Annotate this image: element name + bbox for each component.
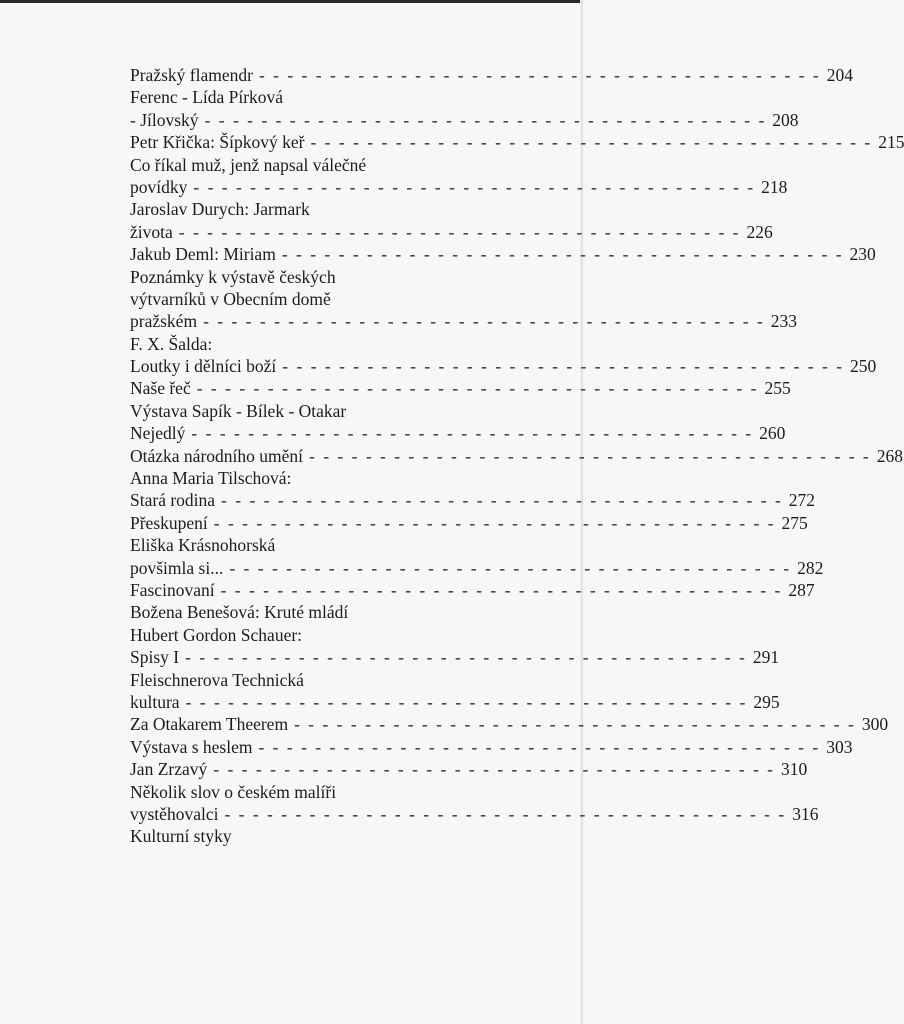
- toc-page-number: 291: [752, 647, 780, 668]
- toc-entry: [130, 64, 853, 86]
- toc-entry-title: Výstava Sapík - Bílek - Otakar: [130, 400, 347, 421]
- toc-entry-title: povšimla si...: [130, 557, 224, 578]
- toc-entry: [130, 176, 788, 198]
- toc-entry: [130, 557, 824, 579]
- toc-page-number: 303: [826, 736, 853, 757]
- toc-entry-title: Stará rodina: [130, 490, 216, 511]
- toc-entry: [130, 691, 780, 713]
- toc-entry-title: Ferenc - Lída Pírková: [130, 87, 284, 108]
- toc-page-number: 218: [761, 176, 788, 197]
- toc-entry-title: Nejedlý: [130, 423, 186, 444]
- toc-entry: [130, 288, 400, 310]
- toc-page-number: 260: [759, 423, 786, 444]
- toc-page-number: 300: [861, 714, 889, 735]
- toc-entry-title: Fascinovaní: [130, 579, 215, 600]
- toc-page-number: 275: [781, 512, 808, 533]
- toc-entry-title: života: [130, 221, 173, 242]
- toc-entry: [130, 467, 400, 489]
- toc-entry-title: Výstava s heslem: [130, 736, 253, 757]
- toc-page-number: 208: [772, 109, 799, 130]
- dash-leader: - - - - - - - - - - - - - - - - - - - - - - - - - - - - - - - - - - - - - - - -: [229, 557, 792, 578]
- toc-entry-title: Několik slov o českém malíři: [130, 781, 337, 802]
- toc-page-number: 295: [753, 691, 780, 712]
- dash-leader: - - - - - - - - - - - - - - - - - - - - - - - - - - - - - - - - - - - - - - - -: [281, 244, 844, 265]
- toc-page-number: 316: [792, 803, 819, 824]
- table-of-contents: [130, 64, 904, 848]
- dash-leader: - - - - - - - - - - - - - - - - - - - - - - - - - - - - - - - - - - - - - - - -: [221, 490, 783, 511]
- toc-entry: [130, 377, 791, 399]
- top-edge: [0, 0, 583, 3]
- toc-entry-title: Anna Maria Tilschová:: [130, 468, 292, 489]
- toc-entry-title: Přeskupení: [130, 512, 208, 533]
- toc-page-number: 204: [826, 65, 853, 85]
- toc-entry-title: Božena Benešová: Kruté mládí: [130, 602, 349, 623]
- dash-leader: - - - - - - - - - - - - - - - - - - - - - - - - - - - - - - - - - - - - - - - -: [258, 736, 821, 757]
- toc-entry-title: výtvarníků v Obecním domě: [130, 288, 331, 309]
- toc-page-number: 310: [781, 759, 808, 780]
- toc-entry: [130, 489, 816, 511]
- toc-entry: [130, 646, 780, 668]
- toc-entry-title: Jakub Deml: Miriam: [130, 244, 276, 265]
- dash-leader: - - - - - - - - - - - - - - - - - - - - - - - - - - - - - - - - - - - - - - - -: [185, 647, 747, 668]
- toc-entry: [130, 400, 400, 422]
- toc-entry-title: Co říkal muž, jenž napsal válečné: [130, 154, 367, 175]
- toc-entry-title: Poznámky k výstavě českých: [130, 266, 336, 287]
- toc-entry: [130, 512, 808, 534]
- toc-entry: [130, 736, 853, 758]
- toc-entry-title: Petr Křička: Šípkový keř: [130, 132, 305, 153]
- toc-entry: [130, 713, 889, 735]
- toc-page-number: 287: [788, 579, 815, 600]
- dash-leader: - - - - - - - - - - - - - - - - - - - - - - - - - - - - - - - - - - - - - - - -: [294, 714, 856, 735]
- toc-entry-title: pražském: [130, 311, 198, 332]
- toc-entry: [130, 803, 819, 825]
- toc-entry: [130, 669, 400, 691]
- toc-entry: [130, 534, 400, 556]
- toc-entry: [130, 624, 400, 646]
- toc-page-number: 250: [850, 356, 877, 377]
- dash-leader: - - - - - - - - - - - - - - - - - - - - - - - - - - - - - - - - - - - - - - - -: [203, 311, 765, 332]
- toc-entry: [130, 422, 786, 444]
- toc-entry: [130, 601, 400, 623]
- dash-leader: - - - - - - - - - - - - - - - - - - - - - - - - - - - - - - - - - - - - - - - -: [220, 579, 783, 600]
- toc-entry: [130, 758, 808, 780]
- toc-entry-title: Kulturní styky: [130, 826, 232, 847]
- toc-page-number: 272: [788, 490, 816, 511]
- toc-entry: [130, 355, 877, 377]
- toc-entry-title: Pražský flamendr: [130, 65, 253, 85]
- toc-page-number: 215: [878, 132, 904, 153]
- toc-entry: [130, 333, 400, 355]
- toc-entry-title: Spisy I: [130, 647, 180, 668]
- toc-entry-title: Otázka národního umění: [130, 445, 304, 466]
- toc-entry-title: Za Otakarem Theerem: [130, 714, 289, 735]
- toc-entry-title: Eliška Krásnohorská: [130, 535, 276, 556]
- dash-leader: - - - - - - - - - - - - - - - - - - - - - - - - - - - - - - - - - - - - - - - -: [213, 759, 775, 780]
- toc-page-number: 282: [797, 557, 824, 578]
- toc-entry-title: Hubert Gordon Schauer:: [130, 624, 303, 645]
- dash-leader: - - - - - - - - - - - - - - - - - - - - - - - - - - - - - - - - - - - - - - - -: [178, 221, 741, 242]
- dash-leader: - - - - - - - - - - - - - - - - - - - - - - - - - - - - - - - - - - - - - - - -: [204, 109, 767, 130]
- dash-leader: - - - - - - - - - - - - - - - - - - - - - - - - - - - - - - - - - - - - - - - -: [224, 803, 787, 824]
- toc-entry-title: povídky: [130, 176, 188, 197]
- toc-entry-title: Fleischnerova Technická: [130, 669, 304, 690]
- dash-leader: - - - - - - - - - - - - - - - - - - - - - - - - - - - - - - - - - - - - - - - -: [213, 512, 776, 533]
- toc-page-number: 226: [746, 221, 773, 242]
- toc-entry: [130, 243, 876, 265]
- toc-entry-title: vystěhovalci: [130, 803, 219, 824]
- toc-entry: [130, 221, 773, 243]
- toc-entry: [130, 198, 400, 220]
- toc-entry: [130, 266, 400, 288]
- toc-entry-title: Jan Zrzavý: [130, 759, 208, 780]
- dash-leader: - - - - - - - - - - - - - - - - - - - - - - - - - - - - - - - - - - - - - - - -: [185, 691, 748, 712]
- dash-leader: - - - - - - - - - - - - - - - - - - - - - - - - - - - - - - - - - - - - - - - -: [196, 378, 759, 399]
- toc-page-number: 233: [770, 311, 798, 332]
- toc-entry: [130, 131, 904, 153]
- dash-leader: - - - - - - - - - - - - - - - - - - - - - - - - - - - - - - - - - - - - - - - -: [191, 423, 754, 444]
- toc-entry-title: Jaroslav Durych: Jarmark: [130, 199, 310, 220]
- toc-entry: [130, 154, 400, 176]
- toc-entry: [130, 825, 400, 847]
- toc-entry-title: Loutky i dělníci boží: [130, 356, 277, 377]
- toc-entry: [130, 781, 400, 803]
- toc-page-number: 268: [876, 445, 903, 466]
- toc-page-number: 255: [764, 378, 791, 399]
- toc-page-number: 230: [849, 244, 876, 265]
- toc-entry-title: Naše řeč: [130, 378, 191, 399]
- dash-leader: - - - - - - - - - - - - - - - - - - - - - - - - - - - - - - - - - - - - - - - -: [310, 132, 873, 153]
- toc-entry: [130, 310, 798, 332]
- toc-entry: [130, 86, 400, 108]
- toc-entry-title: F. X. Šalda:: [130, 333, 213, 354]
- toc-entry: [130, 109, 799, 131]
- toc-entry: [130, 445, 903, 467]
- toc-entry-title: - Jílovský: [130, 109, 199, 130]
- dash-leader: - - - - - - - - - - - - - - - - - - - - - - - - - - - - - - - - - - - - - - - -: [193, 176, 756, 197]
- dash-leader: - - - - - - - - - - - - - - - - - - - - - - - - - - - - - - - - - - - - - - - -: [309, 445, 871, 466]
- toc-entry: [130, 579, 815, 601]
- toc-entry-title: kultura: [130, 691, 180, 712]
- dash-leader: - - - - - - - - - - - - - - - - - - - - - - - - - - - - - - - - - - - - - - - -: [258, 65, 821, 85]
- dash-leader: - - - - - - - - - - - - - - - - - - - - - - - - - - - - - - - - - - - - - - - -: [282, 356, 845, 377]
